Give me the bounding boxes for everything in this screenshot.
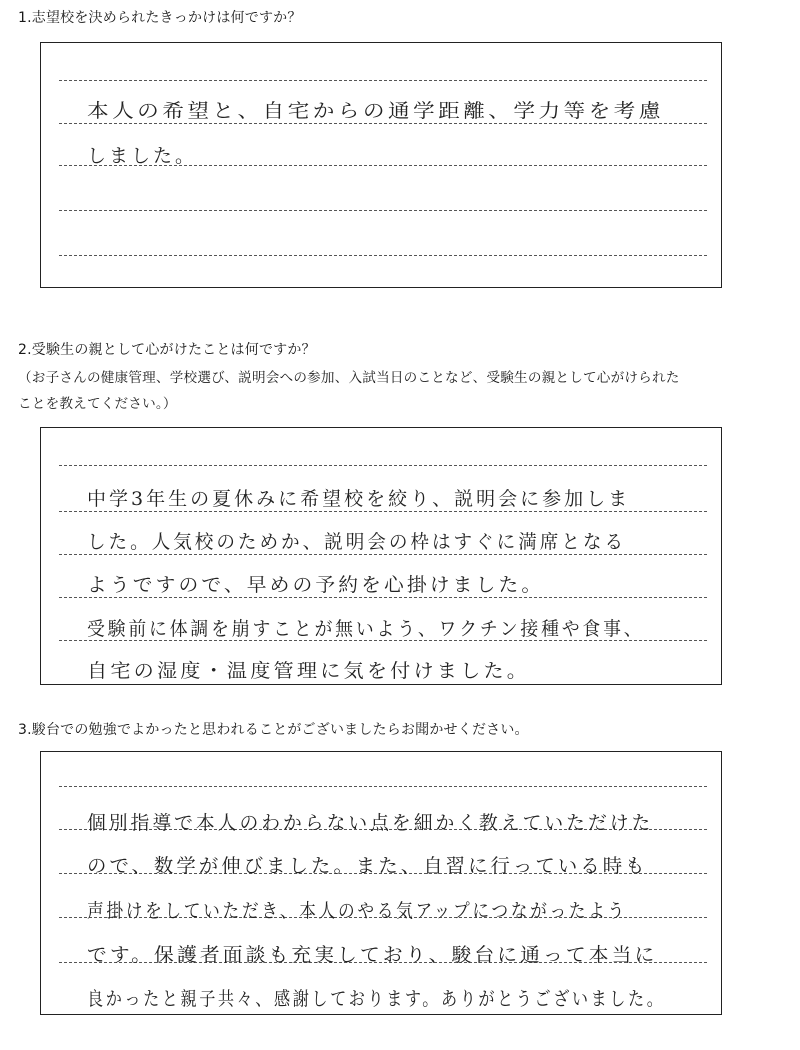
handwritten-answer-line: 個別指導で本人のわからない点を細かく教えていただけた bbox=[87, 812, 654, 834]
handwritten-answer-line: 良かったと親子共々、感謝しております。ありがとうございました。 bbox=[87, 988, 666, 1010]
question-1-label: 1.志望校を決められたきっかけは何ですか？ bbox=[18, 10, 302, 26]
ruled-line bbox=[59, 80, 707, 81]
ruled-line bbox=[59, 786, 707, 787]
question-2-subtext: ことを教えてください。） bbox=[18, 396, 177, 412]
ruled-line bbox=[59, 597, 707, 598]
handwritten-answer-line: 声掛けをしていただき、本人のやる気アップにつながったよう bbox=[87, 900, 627, 922]
question-2-subtext: （お子さんの健康管理、学校選び、説明会への参加、入試当日のことなど、受験生の親として心がけられた bbox=[18, 370, 680, 386]
handwritten-answer-line: 中学3年生の夏休みに希望校を絞り、説明会に参加しま bbox=[87, 488, 631, 510]
handwritten-answer-line: ようですので、早めの予約を心掛けました。 bbox=[87, 574, 545, 596]
answer-box-3[interactable] bbox=[40, 751, 722, 1015]
ruled-line bbox=[59, 511, 707, 512]
answer-box-1[interactable] bbox=[40, 42, 722, 288]
ruled-line bbox=[59, 465, 707, 466]
handwritten-answer-line: です。保護者面談も充実しており、駿台に通って本当に bbox=[87, 944, 658, 966]
handwritten-answer-line: 自宅の湿度・温度管理に気を付けました。 bbox=[87, 660, 531, 682]
handwritten-answer-line: しました。 bbox=[87, 145, 198, 167]
handwritten-answer-line: した。人気校のためか、説明会の枠はすぐに満席となる bbox=[87, 531, 627, 553]
question-2-label: 2.受験生の親として心がけたことは何ですか？ bbox=[18, 342, 316, 358]
ruled-line bbox=[59, 255, 707, 256]
handwritten-answer-line: 本人の希望と、自宅からの通学距離、学力等を考慮 bbox=[87, 100, 664, 122]
answer-box-2[interactable] bbox=[40, 427, 722, 685]
question-3-label: 3.駿台での勉強でよかったと思われることがございましたらお聞かせください。 bbox=[18, 722, 529, 738]
ruled-line bbox=[59, 123, 707, 124]
ruled-line bbox=[59, 210, 707, 211]
handwritten-answer-line: ので、数学が伸びました。また、自習に行っている時も bbox=[87, 855, 648, 877]
handwritten-answer-line: 受験前に体調を崩すことが無いよう、ワクチン接種や食事、 bbox=[87, 618, 645, 640]
ruled-line bbox=[59, 554, 707, 555]
